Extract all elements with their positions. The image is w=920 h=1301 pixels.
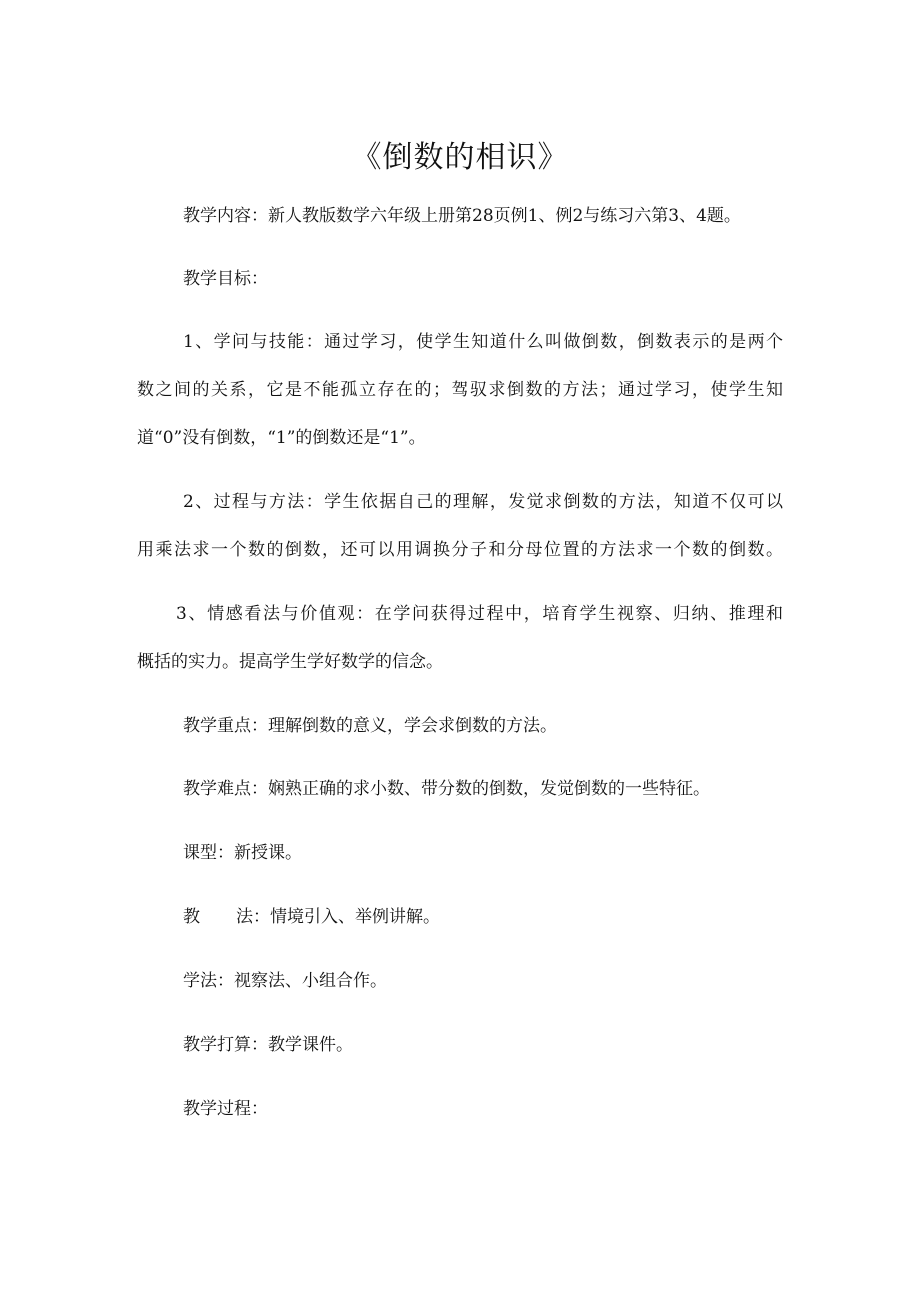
- teaching-process-heading: 教学过程：: [183, 1099, 268, 1119]
- goal-3-line-1: 3、情感看法与价值观：在学问获得过程中，培育学生视察、归纳、推理和: [176, 604, 783, 624]
- difficult-points: 教学难点：娴熟正确的求小数、带分数的倒数，发觉倒数的一些特征。: [183, 779, 710, 799]
- teaching-preparation: 教学打算：教学课件。: [183, 1035, 353, 1055]
- teaching-method: [183, 904, 440, 930]
- lesson-type: 课型：新授课。: [183, 843, 302, 863]
- learning-method: 学法：视察法、小组合作。: [183, 971, 387, 991]
- goal-1-line-2: 数之间的关系，它是不能孤立存在的；驾驭求倒数的方法；通过学习，使学生知: [137, 380, 783, 400]
- key-points: 教学重点：理解倒数的意义，学会求倒数的方法。: [183, 716, 557, 736]
- teaching-method-label-start: 教: [183, 907, 200, 927]
- goal-1-line-1: 1、学问与技能：通过学习，使学生知道什么叫做倒数，倒数表示的是两个: [183, 332, 783, 352]
- document-title: 《倒数的相识》: [351, 140, 569, 175]
- teaching-goals-heading: 教学目标：: [183, 269, 268, 289]
- goal-2-line-1: 2、过程与方法：学生依据自己的理解，发觉求倒数的方法，知道不仅可以: [183, 492, 783, 512]
- teaching-method-text: 法：情境引入、举例讲解。: [236, 907, 440, 927]
- goal-2-line-2: 用乘法求一个数的倒数，还可以用调换分子和分母位置的方法求一个数的倒数。: [137, 540, 783, 560]
- goal-3-line-2: 概括的实力。提高学生学好数学的信念。: [137, 652, 443, 672]
- teaching-content: 教学内容：新人教版数学六年级上册第28页例1、例2与练习六第3、4题。: [183, 206, 741, 226]
- goal-1-line-3: 道“0”没有倒数，“1”的倒数还是“1”。: [137, 428, 426, 448]
